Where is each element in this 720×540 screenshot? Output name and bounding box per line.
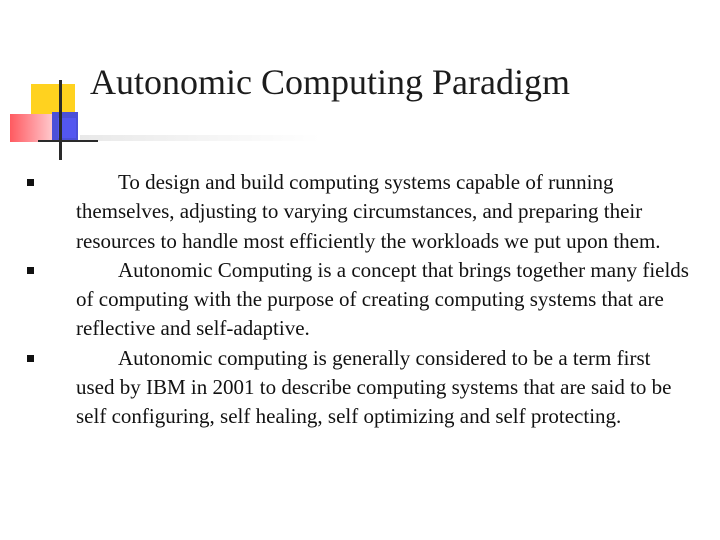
slide-title: Autonomic Computing Paradigm [90, 62, 570, 102]
bullet-item [0, 256, 720, 344]
square-bullet-icon [27, 355, 34, 362]
bullet-text: To design and build computing systems capable of running themselves, adjusting to varying circumstances, and preparing their resources to handle most efficiently the workloads we put upon them. [76, 170, 661, 253]
square-bullet-icon [27, 267, 34, 274]
bullet-item [0, 168, 720, 256]
vertical-rule [59, 80, 62, 160]
red-square [10, 114, 58, 142]
bullet-text: Autonomic Computing is a concept that brings together many fields of computing with the purpose of creating computing systems that are reflective and self-adaptive. [76, 257, 689, 341]
bullet-item [0, 344, 720, 432]
bullet-list [0, 168, 720, 432]
bullet-text: Autonomic computing is generally considered to be a term first used by IBM in 2001 to describe computing systems that are said to be self configuring, self healing, self optimizing and self protecting. [76, 345, 672, 429]
square-bullet-icon [27, 179, 34, 186]
horizontal-rule [38, 140, 98, 142]
title-underline-fade [80, 135, 320, 141]
